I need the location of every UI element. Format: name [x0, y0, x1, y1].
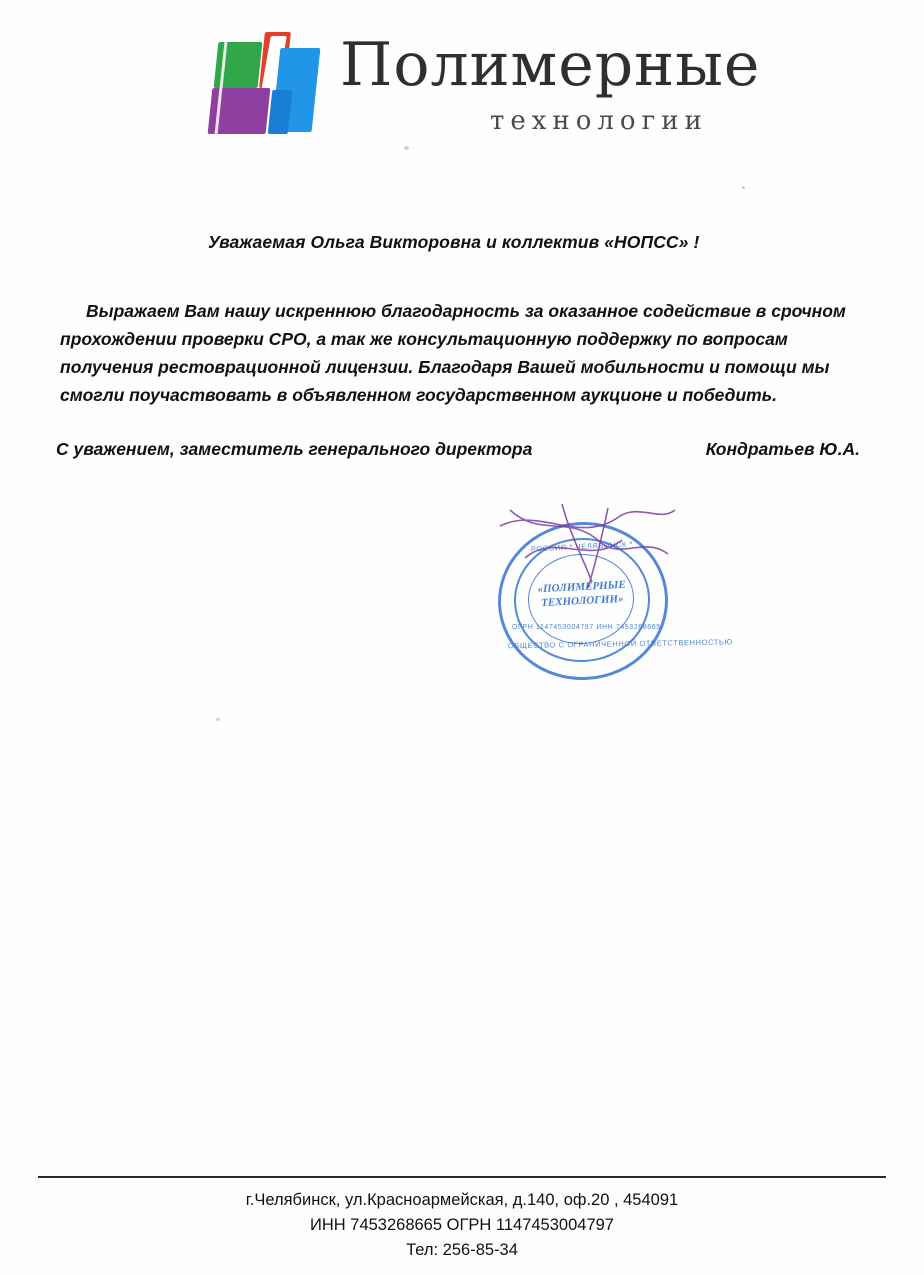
scan-speck [742, 186, 745, 189]
company-stamp [492, 516, 733, 682]
stamp-arc-top: РОССИЯ * ЧЕЛЯБИНСК * [530, 539, 634, 554]
company-subtitle: технологии [490, 106, 708, 136]
salutation: Уважаемая Ольга Викторовна и коллектив «НОПСС» ! [208, 232, 700, 252]
scan-speck [216, 718, 220, 721]
footer-address: г.Челябинск, ул.Красноармейская, д.140, оф.20 , 454091 [245, 1191, 679, 1209]
stamp-arc-bottom: ОБЩЕСТВО С ОГРАНИЧЕННОЙ ОТВЕТСТВЕННОСТЬЮ [507, 637, 733, 651]
footer-phone: Тел: 256-85-34 [406, 1241, 518, 1259]
footer-divider [38, 1176, 886, 1178]
signature-row [50, 439, 874, 460]
letter-paragraph: Выражаем Вам нашу искреннюю благодарность за оказанное содействие в срочном прохождении проверки СРО, а так же консультационную поддержку по вопросам получения рестоврационной лицензии. Благодаря Вашей мобильности и помощи мы смогли поучаствовать в объявленном государственном аукционе и победить. [60, 301, 846, 405]
letterhead [190, 18, 770, 148]
stamp-registration-numbers: ОГРН 1147453004797 ИНН 7453268665 [512, 624, 661, 631]
stamp-center-line2: ТЕХНОЛОГИИ» [540, 592, 624, 610]
footer-registration: ИНН 7453268665 ОГРН 1147453004797 [310, 1216, 614, 1234]
stamp-center-line1: «ПОЛИМЕРНЫЕ [537, 578, 626, 596]
footer [0, 1188, 924, 1263]
stamp-center-text [529, 577, 634, 610]
scan-speck [404, 146, 409, 150]
company-logo-icon [202, 26, 324, 138]
letter-body [50, 232, 874, 460]
company-name: Полимерные [340, 30, 761, 100]
signer-name: Кондратьев Ю.А. [705, 439, 860, 459]
sign-off: С уважением, заместитель генерального директора [56, 439, 533, 459]
